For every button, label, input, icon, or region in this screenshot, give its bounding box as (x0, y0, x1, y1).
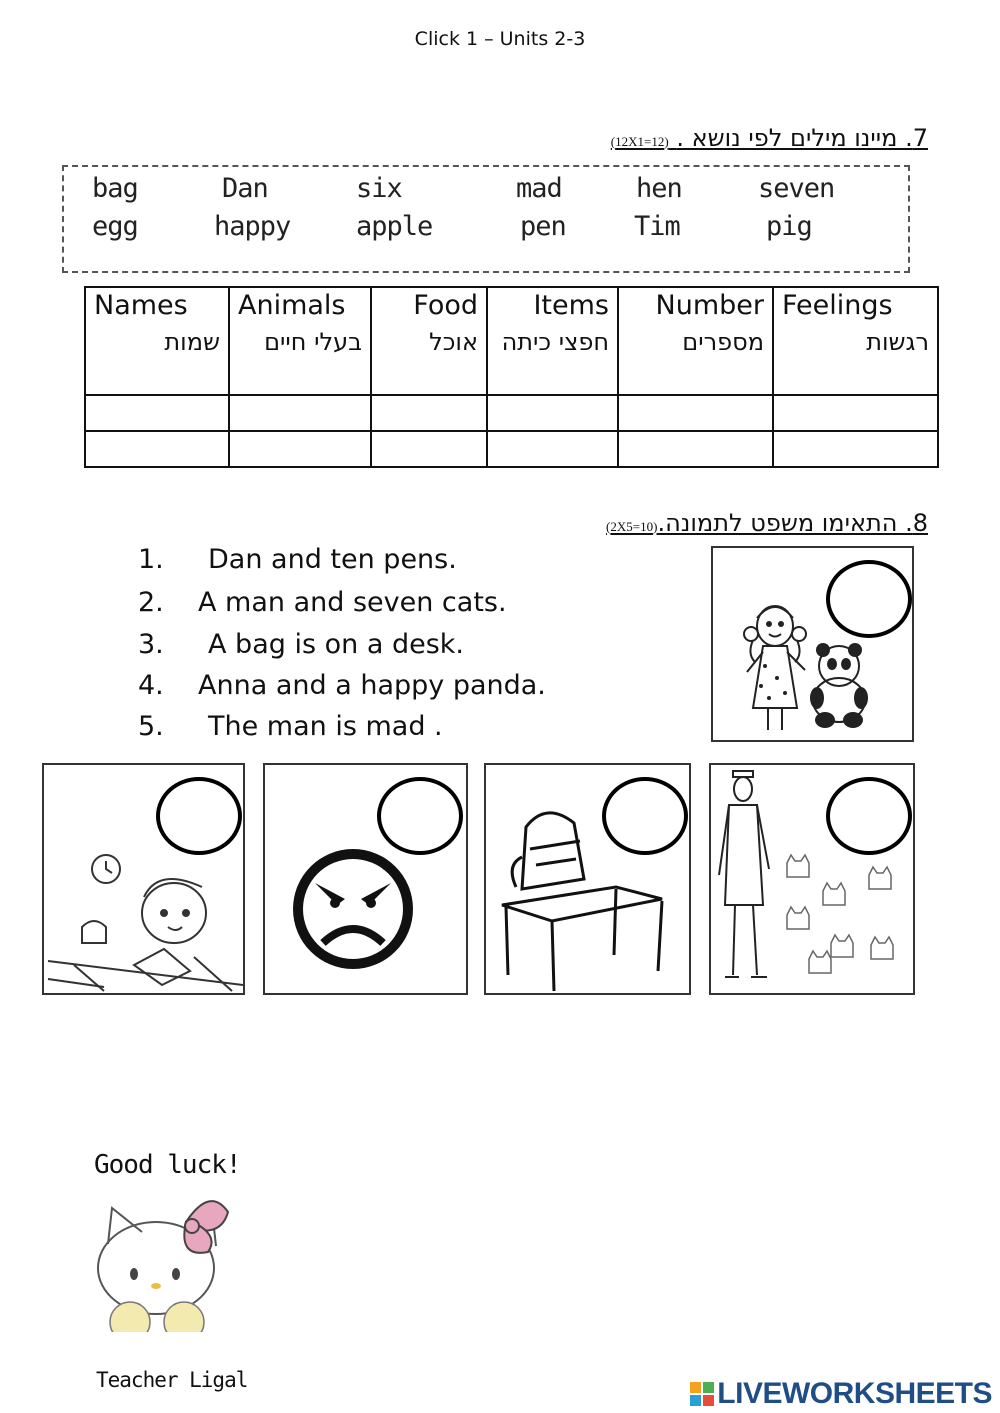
sentence-item (138, 670, 546, 701)
column-label-he: שמות (164, 328, 220, 356)
answer-cell[interactable] (618, 395, 773, 431)
answer-cell[interactable] (773, 395, 938, 431)
column-header-names (85, 287, 229, 395)
answer-cell[interactable] (773, 431, 938, 467)
sentence-item (138, 544, 457, 575)
q8-title-text: 8. התאימו משפט לתמונה. (657, 509, 928, 537)
picture-bag-desk (484, 763, 691, 995)
column-header-animals (229, 287, 371, 395)
answer-circle[interactable] (826, 560, 912, 638)
column-label-en: Feelings (782, 290, 893, 321)
word-bank-item: Dan (222, 173, 268, 204)
word-bank-item: pig (766, 211, 812, 242)
word-bank-item: mad (516, 173, 562, 204)
sentence-item (138, 587, 507, 618)
word-bank-item: apple (356, 211, 433, 242)
liveworksheets-icon (690, 1382, 714, 1406)
sentence-number: 2. (138, 587, 164, 618)
answer-cell[interactable] (371, 395, 487, 431)
answer-circle[interactable] (602, 777, 688, 855)
answer-cell[interactable] (487, 431, 618, 467)
liveworksheets-brand-text: LIVEWORKSHEETS (717, 1377, 992, 1410)
worksheet-header: Click 1 – Units 2-3 (414, 28, 586, 50)
word-bank-item: egg (92, 211, 138, 242)
answer-cell[interactable] (371, 431, 487, 467)
column-label-en: Animals (238, 290, 346, 321)
word-bank-item: pen (520, 211, 566, 242)
column-header-items (487, 287, 618, 395)
word-bank-item: Tim (634, 211, 680, 242)
column-label-en: Items (533, 290, 609, 321)
sentence-text: Anna and a happy panda. (198, 670, 546, 701)
table-row (85, 395, 938, 431)
column-label-he: בעלי חיים (264, 328, 362, 356)
picture-boy-writing (42, 763, 245, 995)
answer-cell[interactable] (229, 431, 371, 467)
answer-cell[interactable] (487, 395, 618, 431)
answer-circle[interactable] (377, 777, 463, 855)
liveworksheets-logo (690, 1377, 992, 1411)
sentence-number: 1. (138, 544, 164, 575)
picture-angry-face (263, 763, 468, 995)
column-header-food (371, 287, 487, 395)
good-luck-text: Good luck! (94, 1150, 241, 1180)
sentence-text: The man is mad . (208, 711, 443, 742)
sentence-number: 5. (138, 711, 164, 742)
word-bank (62, 165, 910, 273)
sentence-item (138, 711, 443, 742)
sorting-table (84, 286, 939, 468)
q7-title (611, 124, 928, 152)
column-label-he: חפצי כיתה (501, 328, 609, 356)
table-row (85, 431, 938, 467)
word-bank-item: six (356, 173, 402, 204)
picture-girl-panda (711, 546, 914, 742)
column-header-number (618, 287, 773, 395)
word-bank-item: seven (758, 173, 835, 204)
table-header-row (85, 287, 938, 395)
q7-points: (12X1=12) (610, 134, 669, 149)
sentence-text: A bag is on a desk. (208, 629, 464, 660)
q7-title-text: 7. מיינו מילים לפי נושא . (676, 124, 928, 152)
sentence-number: 4. (138, 670, 164, 701)
answer-cell[interactable] (85, 431, 229, 467)
teacher-signature: Teacher Ligal (96, 1368, 248, 1392)
column-label-he: רגשות (866, 328, 929, 356)
column-header-feelings (773, 287, 938, 395)
word-bank-item: hen (636, 173, 682, 204)
answer-circle[interactable] (156, 777, 242, 855)
answer-cell[interactable] (85, 395, 229, 431)
q8-points: (2X5=10) (606, 519, 658, 534)
answer-cell[interactable] (229, 395, 371, 431)
column-label-en: Food (413, 290, 478, 321)
answer-cell[interactable] (618, 431, 773, 467)
column-label-he: אוכל (429, 328, 478, 356)
q8-title (606, 509, 928, 537)
sentence-text: Dan and ten pens. (208, 544, 457, 575)
sentence-text: A man and seven cats. (198, 587, 507, 618)
answer-circle[interactable] (826, 777, 912, 855)
sentence-number: 3. (138, 629, 164, 660)
hello-kitty-picture (86, 1182, 246, 1332)
sentence-item (138, 629, 464, 660)
column-label-en: Names (94, 290, 188, 321)
word-bank-item: happy (214, 211, 291, 242)
column-label-en: Number (655, 290, 764, 321)
word-bank-item: bag (92, 173, 138, 204)
picture-man-cats (709, 763, 915, 995)
column-label-he: מספרים (682, 328, 764, 356)
